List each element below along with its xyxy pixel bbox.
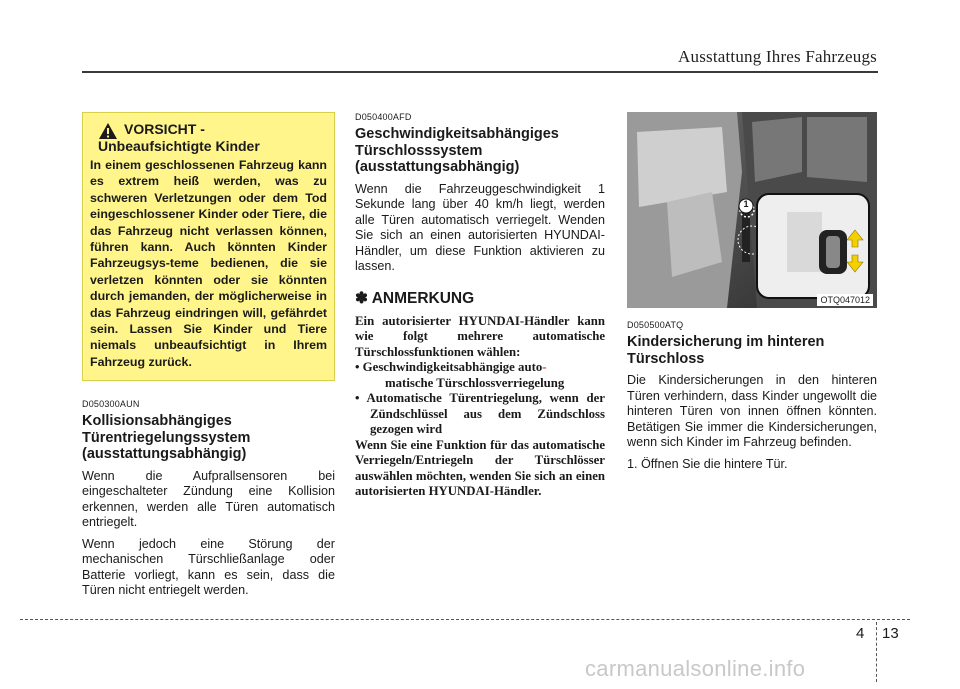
section-title: Kollisionsabhängiges Türentriegelungssystem (ausstattungsabhängig)	[82, 413, 251, 462]
section-title: Kindersicherung im hinteren Türschloss	[627, 334, 825, 367]
note-item-text: matische Türschlossverriegelung	[385, 375, 565, 390]
section-code: D050500ATQ	[627, 320, 684, 330]
paragraph: Wenn jedoch eine Störung der mechanischen Türschließanlage oder Batterie vorliegt, kann es sein, dass die Türen nicht entriegelt werden.	[82, 536, 335, 597]
paragraph: Die Kindersicherungen in den hinteren Türen verhindern, dass Kinder ungewollt die hinteren Türen von innen öffnen könnten. Betätigen Sie immer die Kindersicherungen, wenn sich Kinder im Fahrzeug befinden.	[627, 373, 877, 449]
paragraph: Wenn die Aufprallsensoren bei eingeschalteter Zündung eine Kollision erkennen, werden alle Türen automatisch entriegelt.	[82, 468, 335, 529]
caution-title	[98, 121, 260, 155]
note-title: ✽ ANMERKUNG	[355, 289, 475, 307]
column-left	[82, 112, 335, 605]
step-item: 1. Öffnen Sie die hintere Tür.	[627, 456, 788, 471]
van-interior-illustration	[627, 112, 877, 308]
page-header-title: Ausstattung Ihres Fahrzeugs	[678, 47, 877, 66]
column-right	[627, 112, 877, 478]
caution-box	[82, 112, 335, 381]
note-item-text: • Geschwindigkeitsabhängige auto	[355, 360, 543, 374]
caution-header	[90, 121, 327, 155]
watermark-text: carmanualsonline.info	[585, 656, 806, 681]
page-number: 13	[882, 625, 899, 642]
note-body	[355, 314, 605, 500]
caution-title-line2: Unbeaufsichtigte Kinder	[98, 138, 260, 154]
caution-body: In einem geschlossenen Fahrzeug kann es extrem heiß werden, was zu schweren Verletzungen oder dem Tod eingeschlossener Kinder oder Tiere, die das Fahrzeug nicht verlassen können, führen kann. Auch könnten Kinder Fahrzeugsys-teme bedienen, die sie verletzen könnten oder sie könnten durch jemanden, der möglicherweise in das Fahrzeug eindringen will, gefährdet sein. Lassen Sie Kinder und Tiere niemals unbeaufsichtigt in Ihrem Fahrzeug zurück.	[90, 158, 327, 369]
chapter-number: 4	[856, 625, 865, 642]
section-title: Geschwindigkeitsabhängiges Türschlosssystem (ausstattungsabhängig)	[355, 126, 559, 175]
note-intro: Ein autorisierter HYUNDAI-Händler kann wie folgt mehrere automatische Türschlossfunktionen wählen:	[355, 313, 605, 359]
door-lock-photo	[627, 112, 877, 308]
paragraph: Wenn die Fahrzeuggeschwindigkeit 1 Sekunde lang über 40 km/h liegt, werden alle Türen automatisch verriegelt. Wenden Sie sich an einen autorisierten HYUNDAI-Händler, um diese Funktion aktivieren zu lassen.	[355, 181, 605, 273]
section-code: D050400AFD	[355, 112, 412, 122]
note-item	[355, 360, 605, 391]
section-speed	[355, 112, 605, 275]
column-middle	[355, 112, 605, 500]
section-child-lock	[627, 320, 877, 472]
callout-number: 1	[743, 199, 749, 209]
figure-caption: OTQ047012	[817, 294, 873, 306]
hyphen-mark: -	[542, 360, 547, 374]
note-outro: Wenn Sie eine Funktion für das automatische Verriegeln/Entriegeln der Türschlösser auswählen möchten, wenden Sie sich an einen autorisierten HYUNDAI-Händler.	[355, 437, 605, 498]
section-code: D050300AUN	[82, 399, 140, 409]
note-item: • Automatische Türentriegelung, wenn der Zündschlüssel aus dem Zündschloss gezogen wird	[355, 391, 605, 436]
section-collision	[82, 399, 335, 599]
page-number-separator	[876, 622, 877, 682]
footer-rule	[20, 619, 910, 620]
header-rule	[82, 71, 878, 73]
caution-title-line1: VORSICHT -	[124, 121, 205, 137]
